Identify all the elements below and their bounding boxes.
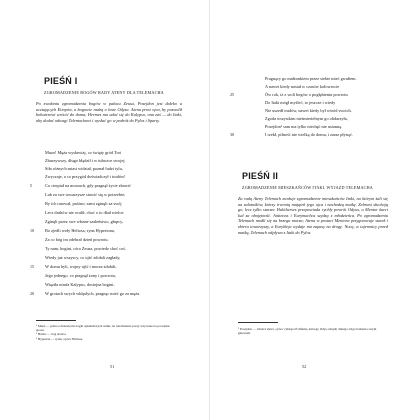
verse-line: Lecz druhów nie ocalił, choć o to dbał wielce:: [45, 210, 125, 215]
verse-line: By ich ratował, próżno; sami zginęli za swój: [45, 201, 122, 206]
chapter-summary: Za radą Ateny Telemach zwołuje zgromadzenie mieszkańców Itaki, na którym żali się na zalotników, którzy trwonią majątek jego ojca i nachodzą matkę. Zebrani słuchają go, lecz tylko starzec Halitherses przepowiada rychły powrót Odysa, a Mentor karci lud za obojętność. Antinoos i Eurymachos szydzą z młodzieńca. Po zgromadzeniu Telemach modli się na brzegu morza; Atena w postaci Mentora przygotowuje statek i zbiera towarzyszy, a Eurykleja wydaje mu zapasy na drogę. Nocą, w tajemnicy przed matką, Telemach odpływa z Itaki do Pylos.: [238, 196, 388, 235]
footnote: ³ Hyperion — tytan, ojciec Heliosa.: [36, 336, 84, 341]
section-title: PIEŚŃ II: [242, 171, 279, 181]
verse-line: Nie uszedł trudów, nawet kiedy był wśród swoich.: [265, 108, 352, 113]
verse-line: I rzekł, pilność nie wielką do domu, i zaraz płynąć.: [265, 132, 353, 137]
verse-line: Muzo! Męża wysławiaj, co święty gród Troi: [45, 150, 122, 155]
verse-line: Za co bóg im odebrał dzień powrotu.: [45, 237, 109, 242]
verse-line: Zwyczaje, a co przygód doświadczył i trudów!: [45, 174, 126, 179]
verse-line: Więziła nimfa Kalypso, dostojna bogini,: [45, 282, 115, 287]
footnotes: [238, 327, 386, 335]
verse-line: Zginęli przez swe własne szaleństwo, głupcy,: [45, 219, 124, 224]
verse-line: Ty nam, bogini, córo Zeusa, powiedz choć coś.: [45, 246, 126, 251]
footnotes: [36, 324, 176, 341]
line-number: 10: [30, 228, 34, 233]
verse-line: A nawet kiedy nastał w czasów kołowrocie: [265, 84, 340, 89]
verse-line: Co cierpiał na morzach, gdy pragnął życie zbawić: [45, 183, 131, 188]
verse-line: Jego jednego, co pragnął żony i powrotu,: [45, 273, 116, 278]
line-number: 5: [30, 183, 32, 188]
chapter-summary: Po zwołaniu zgromadzenia bogów w pałacu Zeusa, Posejdon jest daleko u ucztujących Etiopów, a bogowie radzą o losie Odysa. Atena prosi ojca, by pozwolił bohaterowi wrócić do domu; Hermes ma udać się do Kalypso, ona zaś — do Itaki, aby dodać odwagi Telemachowi i wysłać go w podróż do Pylos i Sparty.: [36, 101, 182, 123]
footnote-rule: [238, 322, 278, 323]
verse-line: Wtedy już wszyscy, co ujść zdołali zagłady,: [45, 255, 121, 260]
page-number: 51: [110, 364, 115, 369]
right-page: [210, 0, 420, 420]
verse-block: [28, 150, 188, 306]
verse-line: Zgoda wszystkim nieśmiertelnym go obdarzyła,: [265, 116, 348, 121]
verse-line: W domu byli, wojny ujść i morza zdołali;: [45, 264, 117, 269]
verse-line: W grotach swych wklęsłych, pragnąc mieć go za męża.: [45, 291, 141, 296]
line-number: 25: [230, 92, 234, 97]
footnote: ¹ Posejdon — władca mórz, ojciec cyklopa Polifema, którego Odys oślepił; dlatego ściga bohatera swym gniewem.: [238, 327, 377, 336]
section-title: PIEŚŃ I: [44, 76, 78, 86]
footnote: ² Helios — bóg słońca.: [36, 332, 67, 337]
section-subtitle: ZGROMADZENIE BOGÓW RADY ATENY DLA TELEMACHA: [44, 90, 164, 95]
verse-line: Pragnący go małżonkiem przez siebie mieć gwałtem.: [265, 76, 357, 81]
line-number: 15: [30, 264, 34, 269]
footnote: ¹ Muza — jedna z dziewięciu bogiń opiekuńczych sztuk; tu: natchnienie poety wzywane na początku eposu.: [36, 324, 170, 333]
verse-line: Bo zjedli woły Heliosa, syna Hyperiona,: [45, 228, 115, 233]
verse-line: Do Itaki mógł myśleć; to jeszcze i wtedy: [265, 100, 336, 105]
footnote-rule: [36, 320, 76, 321]
page-number: 52: [302, 364, 307, 369]
verse-line: Posejdon¹ sam ma tylko niechęć nie ustanną.: [265, 124, 343, 129]
verse-line: Zburzywszy, długo błądził i w tułaczce swojej: [45, 158, 125, 163]
section-subtitle: ZGROMADZENIE MIESZKAŃCÓW ITAKI. WYJAZD TELEMACHA: [242, 185, 373, 190]
verse-line: Lub za swe towarzysze stawić się w potrzebie;: [45, 192, 126, 197]
line-number: 30: [230, 132, 234, 137]
verse-line: Siła różnych miast widział, poznał ludzi tylu,: [45, 166, 123, 171]
verse-line: Ów rok, iż z woli bogów o pogłębieniu powrotu: [265, 92, 348, 97]
line-number: 20: [30, 291, 34, 296]
verse-block: [228, 76, 408, 136]
